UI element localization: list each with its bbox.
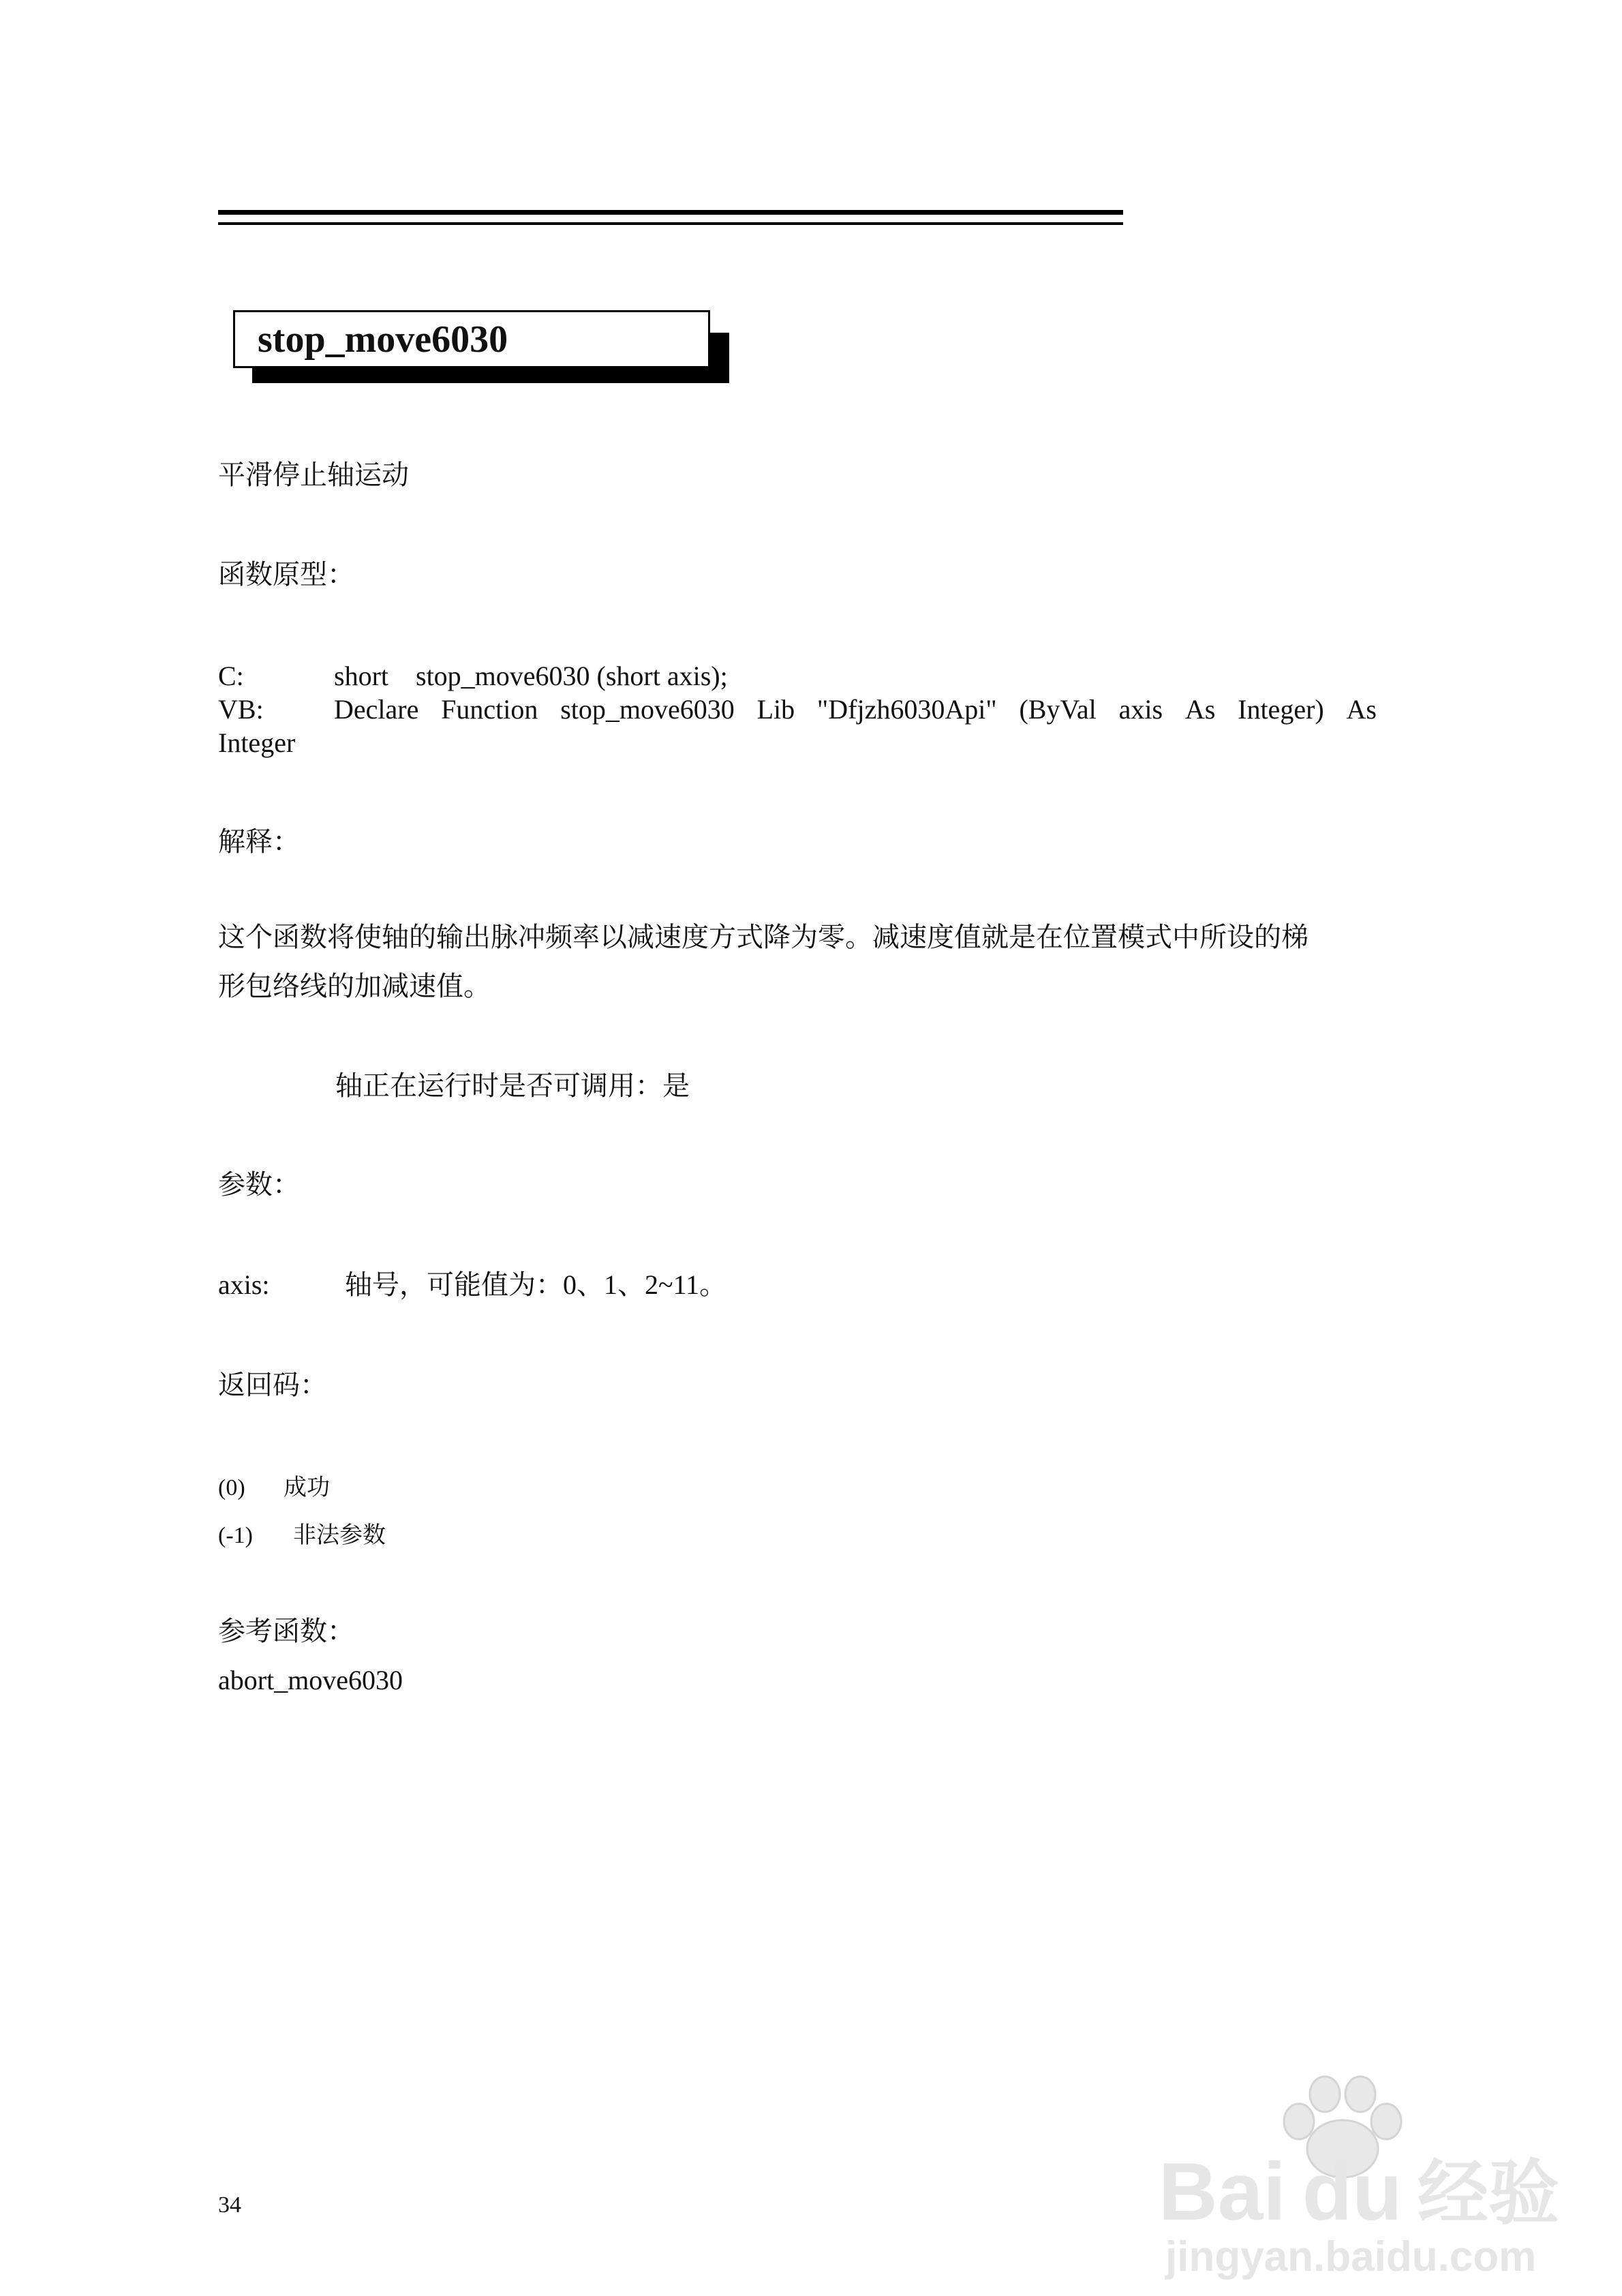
c-signature: short stop_move6030 (short axis); [334,661,728,691]
reference-function: abort_move6030 [218,1665,403,1695]
c-label: C: [218,661,244,691]
return-code-1: (-1) [218,1523,253,1548]
watermark-cn: 经验 [1418,2154,1560,2233]
param-axis-name: axis: [218,1269,270,1300]
c-prototype [218,659,1377,693]
page-number: 34 [218,2192,241,2218]
parameters-heading: 参数： [218,1169,300,1200]
vb-prototype [218,693,1377,727]
watermark-url: jingyan.baidu.com [1165,2233,1537,2280]
param-axis-desc: 轴号，可能值为：0、1、2~11。 [345,1269,727,1300]
return-code-0: (0) [218,1475,245,1500]
return-desc-0: 成功 [284,1475,330,1500]
watermark-brand: Bai du [1159,2146,1403,2237]
return-desc-1: 非法参数 [293,1523,386,1548]
vb-prototype-wrap: Integer [218,727,296,758]
callable-note: 轴正在运行时是否可调用：是 [335,1070,690,1101]
explanation-line-2: 形包络线的加减速值。 [218,971,491,1001]
vb-label: VB: [218,694,264,725]
watermark [1159,2072,1595,2280]
reference-heading: 参考函数： [218,1616,354,1646]
explanation-line-1: 这个函数将使轴的输出脉冲频率以减速度方式降为零。减速度值就是在位置模式中所设的梯 [218,922,1309,952]
function-title: stop_move6030 [258,318,508,361]
header-rule-thick [218,210,1123,215]
function-summary: 平滑停止轴运动 [218,459,409,490]
prototype-heading: 函数原型： [218,559,354,590]
header-rule-thin [218,222,1123,225]
return-codes-heading: 返回码： [218,1370,327,1400]
vb-declaration: Declare Function stop_move6030 Lib "Dfjzh6030Api" (ByVal axis As Integer) As [334,694,1377,725]
explanation-heading: 解释： [218,826,300,857]
